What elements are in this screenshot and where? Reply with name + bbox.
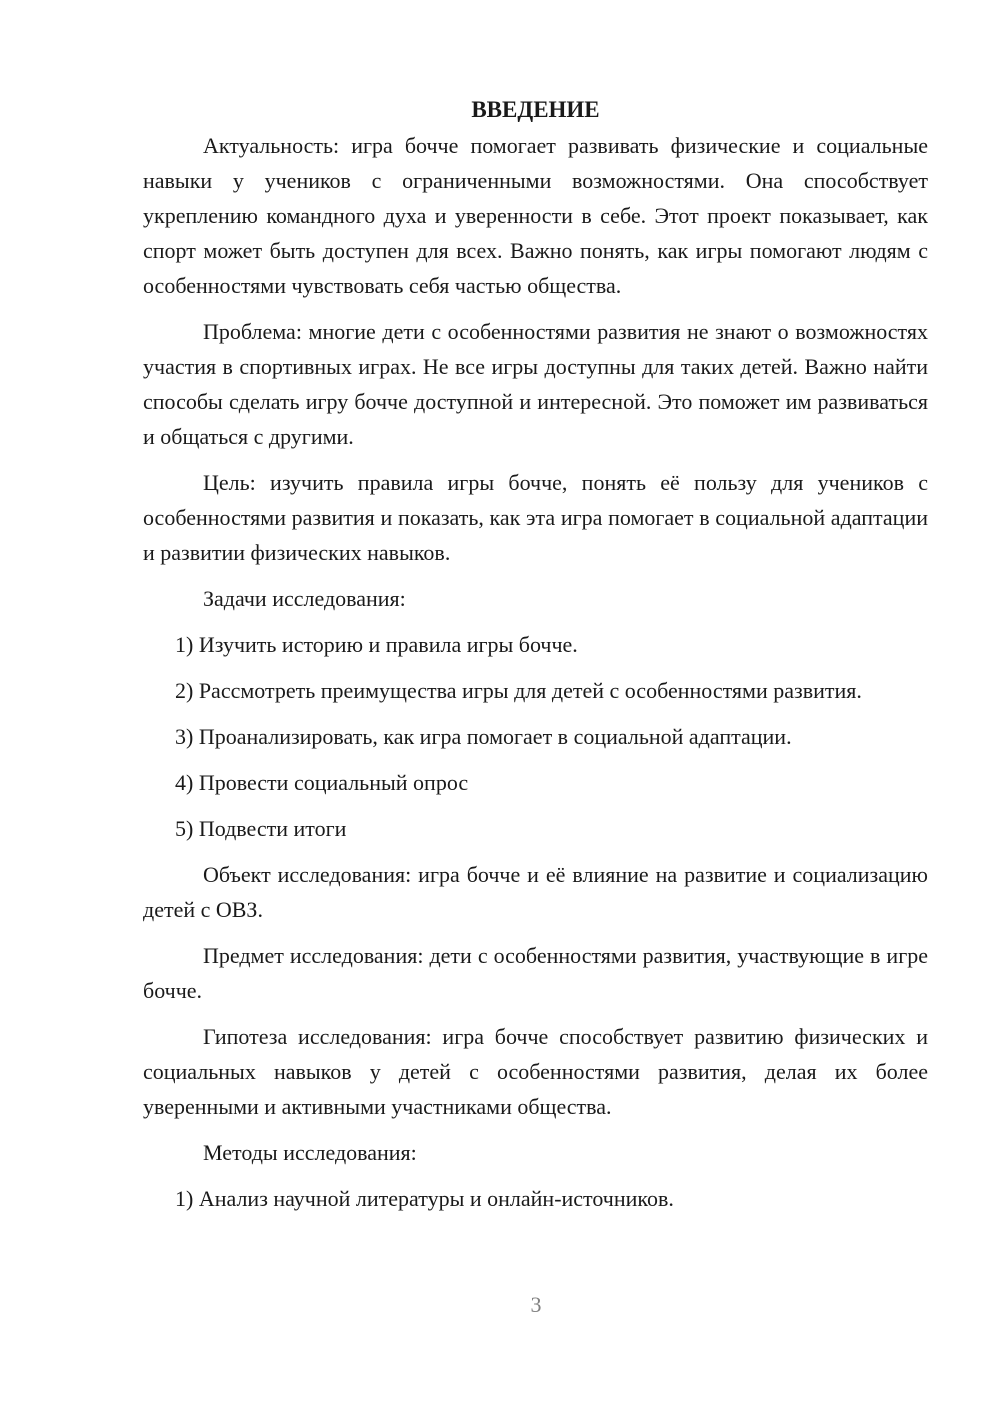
methods-list xyxy=(143,1181,928,1216)
list-item: 4) Провести социальный опрос xyxy=(175,770,469,795)
tasks-list xyxy=(143,627,928,846)
object-paragraph: Объект исследования: игра бочче и её влияние на развитие и социализацию детей с ОВЗ. xyxy=(143,862,928,922)
goal-paragraph: Цель: изучить правила игры бочче, понять её пользу для учеников с особенностями развития и показать, как эта игра помогает в социальной адаптации и развитии физических навыков. xyxy=(143,470,928,565)
list-item: 2) Рассмотреть преимущества игры для детей с особенностями развития. xyxy=(175,678,862,703)
list-item: 3) Проанализировать, как игра помогает в социальной адаптации. xyxy=(175,724,792,749)
subject-paragraph: Предмет исследования: дети с особенностями развития, участвующие в игре бочче. xyxy=(143,943,928,1003)
methods-heading: Методы исследования: xyxy=(203,1140,417,1165)
hypothesis-paragraph: Гипотеза исследования: игра бочче способствует развитию физических и социальных навыков у детей с особенностями развития, делая их более уверенными и активными участниками общества. xyxy=(143,1024,928,1119)
page-title: ВВЕДЕНИЕ xyxy=(471,97,600,122)
list-item: 5) Подвести итоги xyxy=(175,816,347,841)
list-item: 1) Изучить историю и правила игры бочче. xyxy=(175,632,578,657)
problem-paragraph: Проблема: многие дети с особенностями развития не знают о возможностях участия в спортивных играх. Не все игры доступны для таких детей. Важно найти способы сделать игру бочче доступной и интересной. Это поможет им развиваться и общаться с другими. xyxy=(143,319,928,449)
list-item: 1) Анализ научной литературы и онлайн-источников. xyxy=(175,1186,674,1211)
tasks-heading: Задачи исследования: xyxy=(203,586,406,611)
document-page xyxy=(143,92,928,1216)
page-number: 3 xyxy=(530,1292,542,1317)
relevance-paragraph: Актуальность: игра бочче помогает развивать физические и социальные навыки у учеников с ограниченными возможностями. Она способствует укреплению командного духа и уверенности в себе. Этот проект показывает, как спорт может быть доступен для всех. Важно понять, как игры помогают людям с особенностями чувствовать себя частью общества. xyxy=(143,133,928,298)
